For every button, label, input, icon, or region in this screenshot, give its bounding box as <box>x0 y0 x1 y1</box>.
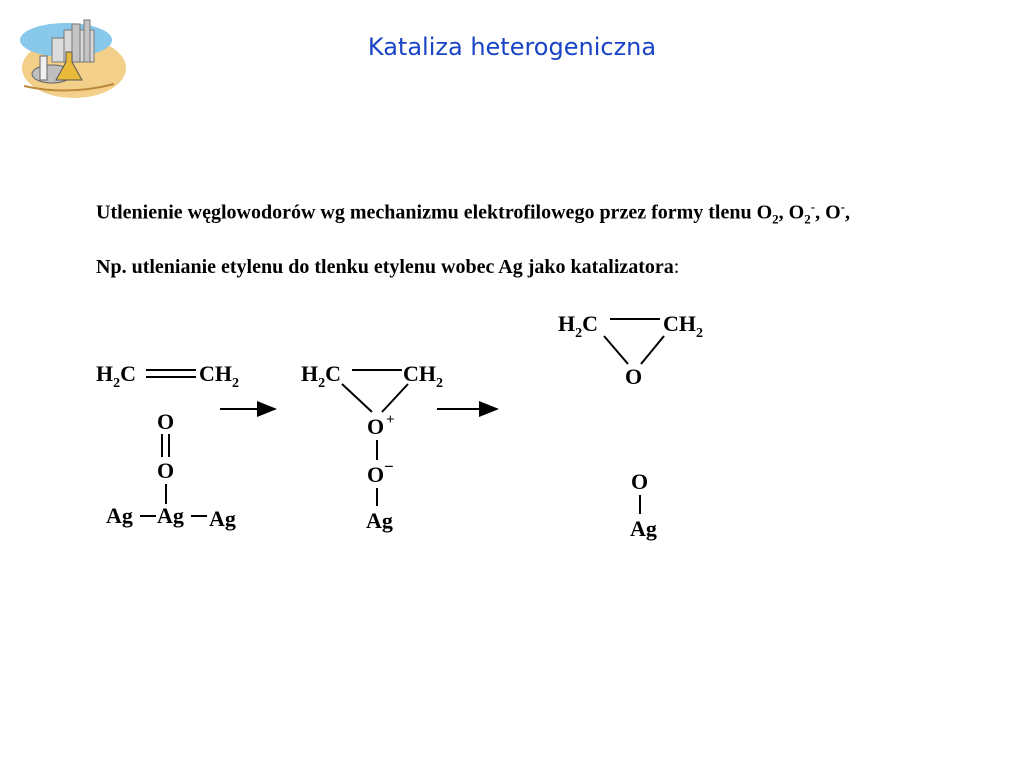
svg-text:Ag: Ag <box>630 516 657 541</box>
svg-text:CH2: $CH_2$ <box>199 361 239 391</box>
ethylene-oxide-product <box>558 311 703 389</box>
adsorbed-dioxygen <box>157 409 174 504</box>
svg-text:O: O <box>157 458 175 483</box>
svg-text:Ag: Ag <box>209 506 236 531</box>
mechanism-description: Utlenienie węglowodorów wg mechanizmu elektrofilowego przez formy tlenu $O_2$, $O_2^-$, O-, <box>96 199 850 227</box>
svg-text:H2C: $H_2C$ <box>96 361 137 391</box>
svg-text:O: O <box>367 414 385 439</box>
svg-text:H2C: $H_2C$ <box>558 311 599 341</box>
adsorbed-oxygen-atom <box>630 469 657 541</box>
svg-text:CH2: $CH_2$ <box>403 361 443 391</box>
svg-text:O: O <box>157 409 175 434</box>
svg-text:Ag: Ag <box>157 503 184 528</box>
svg-text:H2C: $H_2C$ <box>301 361 342 391</box>
svg-text:Ag: Ag <box>366 508 393 533</box>
svg-text:O: O <box>625 364 643 389</box>
svg-text:Ag: Ag <box>106 503 133 528</box>
svg-text:+: + <box>386 412 395 428</box>
svg-text:O: O <box>367 462 385 487</box>
slide-title: Kataliza heterogeniczna <box>367 33 657 61</box>
ethylene-molecule <box>96 361 239 391</box>
svg-text:CH2: $CH_2$ <box>663 311 703 341</box>
intermediate-complex <box>301 361 443 533</box>
svg-text:O: O <box>631 469 649 494</box>
svg-text:−: − <box>384 457 394 476</box>
example-description: Np. utlenianie etylenu do tlenku etylenu wobec Ag jako katalizatora: <box>96 256 680 278</box>
silver-surface <box>106 503 236 531</box>
